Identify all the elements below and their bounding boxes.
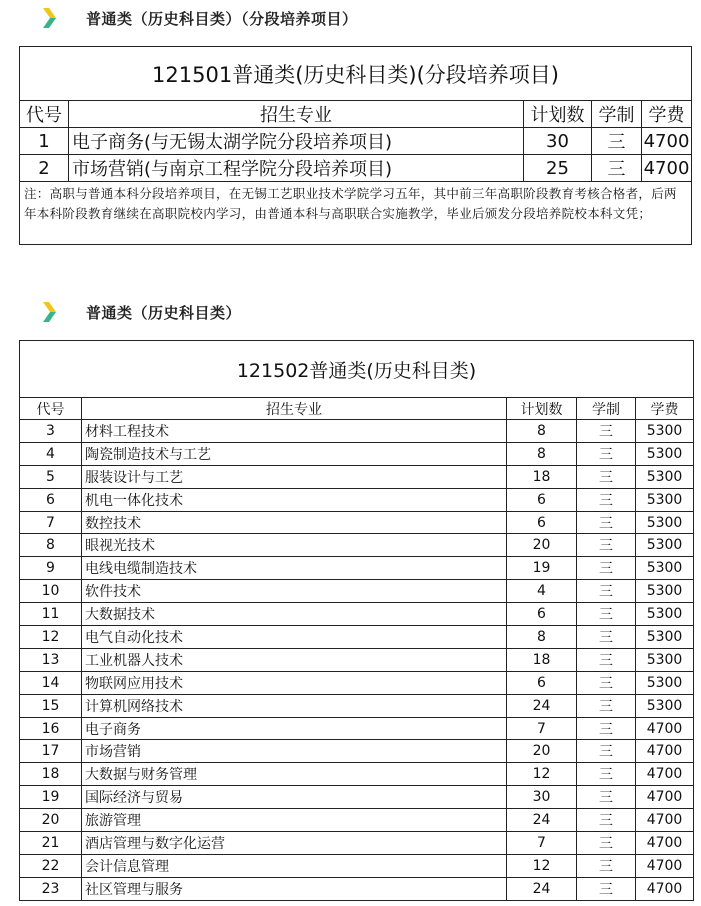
chevron-right-icon <box>40 301 66 323</box>
cell-plan: 30 <box>507 786 577 809</box>
cell-years: 三 <box>577 557 636 580</box>
cell-years: 三 <box>577 420 636 443</box>
cell-years: 三 <box>577 717 636 740</box>
cell-plan: 12 <box>507 854 577 877</box>
cell-major: 酒店管理与数字化运营 <box>82 832 507 855</box>
cell-years: 三 <box>577 488 636 511</box>
header-years: 学制 <box>577 398 636 420</box>
cell-major: 大数据技术 <box>82 603 507 626</box>
cell-years: 三 <box>577 580 636 603</box>
cell-major: 材料工程技术 <box>82 420 507 443</box>
cell-major: 电子商务(与无锡太湖学院分段培养项目) <box>69 128 524 155</box>
section1-heading-text: 普通类（历史科目类）（分段培养项目） <box>86 9 358 28</box>
cell-code: 3 <box>20 420 82 443</box>
cell-code: 8 <box>20 534 82 557</box>
cell-plan: 8 <box>507 420 577 443</box>
cell-code: 5 <box>20 465 82 488</box>
cell-fee: 5300 <box>636 557 694 580</box>
table-row <box>20 465 694 488</box>
cell-code: 10 <box>20 580 82 603</box>
cell-fee: 5300 <box>636 626 694 649</box>
section1-title: 121501普通类(历史科目类)(分段培养项目) <box>20 47 692 101</box>
cell-plan: 20 <box>507 534 577 557</box>
cell-major: 国际经济与贸易 <box>82 786 507 809</box>
cell-major: 电气自动化技术 <box>82 626 507 649</box>
table-row <box>20 580 694 603</box>
cell-fee: 5300 <box>636 465 694 488</box>
table-row <box>20 832 694 855</box>
cell-fee: 4700 <box>642 155 692 182</box>
table-row <box>20 420 694 443</box>
cell-major: 服装设计与工艺 <box>82 465 507 488</box>
cell-code: 15 <box>20 694 82 717</box>
section2-table <box>19 340 694 901</box>
table-row <box>20 603 694 626</box>
cell-major: 电线电缆制造技术 <box>82 557 507 580</box>
header-fee: 学费 <box>636 398 694 420</box>
cell-code: 4 <box>20 442 82 465</box>
cell-fee: 4700 <box>636 854 694 877</box>
header-plan: 计划数 <box>524 101 592 128</box>
cell-fee: 4700 <box>636 786 694 809</box>
cell-code: 22 <box>20 854 82 877</box>
table-row <box>20 155 692 182</box>
header-years: 学制 <box>592 101 642 128</box>
cell-major: 陶瓷制造技术与工艺 <box>82 442 507 465</box>
header-major: 招生专业 <box>82 398 507 420</box>
cell-fee: 4700 <box>636 740 694 763</box>
cell-plan: 6 <box>507 671 577 694</box>
cell-fee: 4700 <box>636 877 694 900</box>
cell-fee: 5300 <box>636 420 694 443</box>
section2-rows <box>20 420 694 901</box>
table-row <box>20 511 694 534</box>
cell-years: 三 <box>577 511 636 534</box>
cell-code: 21 <box>20 832 82 855</box>
cell-plan: 6 <box>507 603 577 626</box>
cell-plan: 30 <box>524 128 592 155</box>
cell-years: 三 <box>577 442 636 465</box>
table-row <box>20 671 694 694</box>
cell-code: 9 <box>20 557 82 580</box>
cell-major: 计算机网络技术 <box>82 694 507 717</box>
cell-years: 三 <box>577 671 636 694</box>
cell-code: 14 <box>20 671 82 694</box>
cell-fee: 5300 <box>636 488 694 511</box>
cell-major: 工业机器人技术 <box>82 648 507 671</box>
header-code: 代号 <box>20 398 82 420</box>
cell-plan: 7 <box>507 832 577 855</box>
table-row <box>20 128 692 155</box>
cell-code: 12 <box>20 626 82 649</box>
table-row <box>20 854 694 877</box>
cell-plan: 8 <box>507 442 577 465</box>
cell-major: 软件技术 <box>82 580 507 603</box>
cell-major: 机电一体化技术 <box>82 488 507 511</box>
table-row <box>20 786 694 809</box>
cell-years: 三 <box>577 694 636 717</box>
section1-heading <box>40 6 358 30</box>
cell-major: 数控技术 <box>82 511 507 534</box>
cell-plan: 24 <box>507 877 577 900</box>
cell-plan: 19 <box>507 557 577 580</box>
cell-years: 三 <box>577 832 636 855</box>
cell-years: 三 <box>577 854 636 877</box>
cell-major: 旅游管理 <box>82 809 507 832</box>
cell-major: 社区管理与服务 <box>82 877 507 900</box>
cell-major: 市场营销 <box>82 740 507 763</box>
section2-title: 121502普通类(历史科目类) <box>20 341 694 398</box>
cell-code: 20 <box>20 809 82 832</box>
table-row <box>20 763 694 786</box>
cell-code: 11 <box>20 603 82 626</box>
cell-years: 三 <box>577 809 636 832</box>
cell-years: 三 <box>592 155 642 182</box>
cell-fee: 5300 <box>636 442 694 465</box>
cell-plan: 6 <box>507 488 577 511</box>
cell-fee: 4700 <box>642 128 692 155</box>
cell-code: 16 <box>20 717 82 740</box>
cell-fee: 4700 <box>636 809 694 832</box>
cell-plan: 8 <box>507 626 577 649</box>
cell-major: 会计信息管理 <box>82 854 507 877</box>
cell-major: 大数据与财务管理 <box>82 763 507 786</box>
cell-code: 6 <box>20 488 82 511</box>
cell-years: 三 <box>592 128 642 155</box>
section1-table <box>19 46 692 245</box>
cell-plan: 18 <box>507 465 577 488</box>
cell-fee: 4700 <box>636 717 694 740</box>
chevron-right-icon <box>40 7 66 29</box>
table-row <box>20 442 694 465</box>
table-row <box>20 694 694 717</box>
header-major: 招生专业 <box>69 101 524 128</box>
cell-plan: 24 <box>507 694 577 717</box>
cell-major: 电子商务 <box>82 717 507 740</box>
cell-code: 19 <box>20 786 82 809</box>
cell-code: 18 <box>20 763 82 786</box>
cell-code: 2 <box>20 155 69 182</box>
cell-fee: 5300 <box>636 511 694 534</box>
cell-years: 三 <box>577 877 636 900</box>
section1-header-row <box>20 101 692 128</box>
cell-plan: 4 <box>507 580 577 603</box>
cell-major: 市场营销(与南京工程学院分段培养项目) <box>69 155 524 182</box>
table-row <box>20 626 694 649</box>
cell-years: 三 <box>577 465 636 488</box>
cell-fee: 4700 <box>636 832 694 855</box>
table-row <box>20 534 694 557</box>
cell-years: 三 <box>577 740 636 763</box>
section2-header-row <box>20 398 694 420</box>
section2-heading-text: 普通类（历史科目类） <box>86 303 242 322</box>
cell-years: 三 <box>577 648 636 671</box>
table-row <box>20 557 694 580</box>
table-row <box>20 717 694 740</box>
cell-fee: 5300 <box>636 534 694 557</box>
cell-plan: 20 <box>507 740 577 763</box>
cell-fee: 5300 <box>636 603 694 626</box>
cell-plan: 6 <box>507 511 577 534</box>
table-row <box>20 488 694 511</box>
cell-code: 23 <box>20 877 82 900</box>
cell-years: 三 <box>577 534 636 557</box>
cell-years: 三 <box>577 603 636 626</box>
section2-heading <box>40 300 241 324</box>
table-row <box>20 648 694 671</box>
header-code: 代号 <box>20 101 69 128</box>
cell-code: 1 <box>20 128 69 155</box>
cell-code: 17 <box>20 740 82 763</box>
cell-fee: 4700 <box>636 763 694 786</box>
cell-plan: 18 <box>507 648 577 671</box>
cell-years: 三 <box>577 763 636 786</box>
cell-fee: 5300 <box>636 580 694 603</box>
section1-rows <box>20 128 692 182</box>
cell-code: 7 <box>20 511 82 534</box>
cell-major: 眼视光技术 <box>82 534 507 557</box>
cell-plan: 12 <box>507 763 577 786</box>
header-fee: 学费 <box>642 101 692 128</box>
cell-fee: 5300 <box>636 671 694 694</box>
cell-plan: 7 <box>507 717 577 740</box>
cell-fee: 5300 <box>636 694 694 717</box>
cell-code: 13 <box>20 648 82 671</box>
cell-fee: 5300 <box>636 648 694 671</box>
cell-plan: 25 <box>524 155 592 182</box>
cell-major: 物联网应用技术 <box>82 671 507 694</box>
cell-years: 三 <box>577 626 636 649</box>
table-row <box>20 740 694 763</box>
table-row <box>20 877 694 900</box>
header-plan: 计划数 <box>507 398 577 420</box>
cell-plan: 24 <box>507 809 577 832</box>
table-row <box>20 809 694 832</box>
section1-note: 注：高职与普通本科分段培养项目，在无锡工艺职业技术学院学习五年，其中前三年高职阶段教育考核合格者，后两年本科阶段教育继续在高职院校内学习，由普通本科与高职联合实施教学，毕业后颁发分段培养院校本科文凭； <box>20 182 692 245</box>
cell-years: 三 <box>577 786 636 809</box>
